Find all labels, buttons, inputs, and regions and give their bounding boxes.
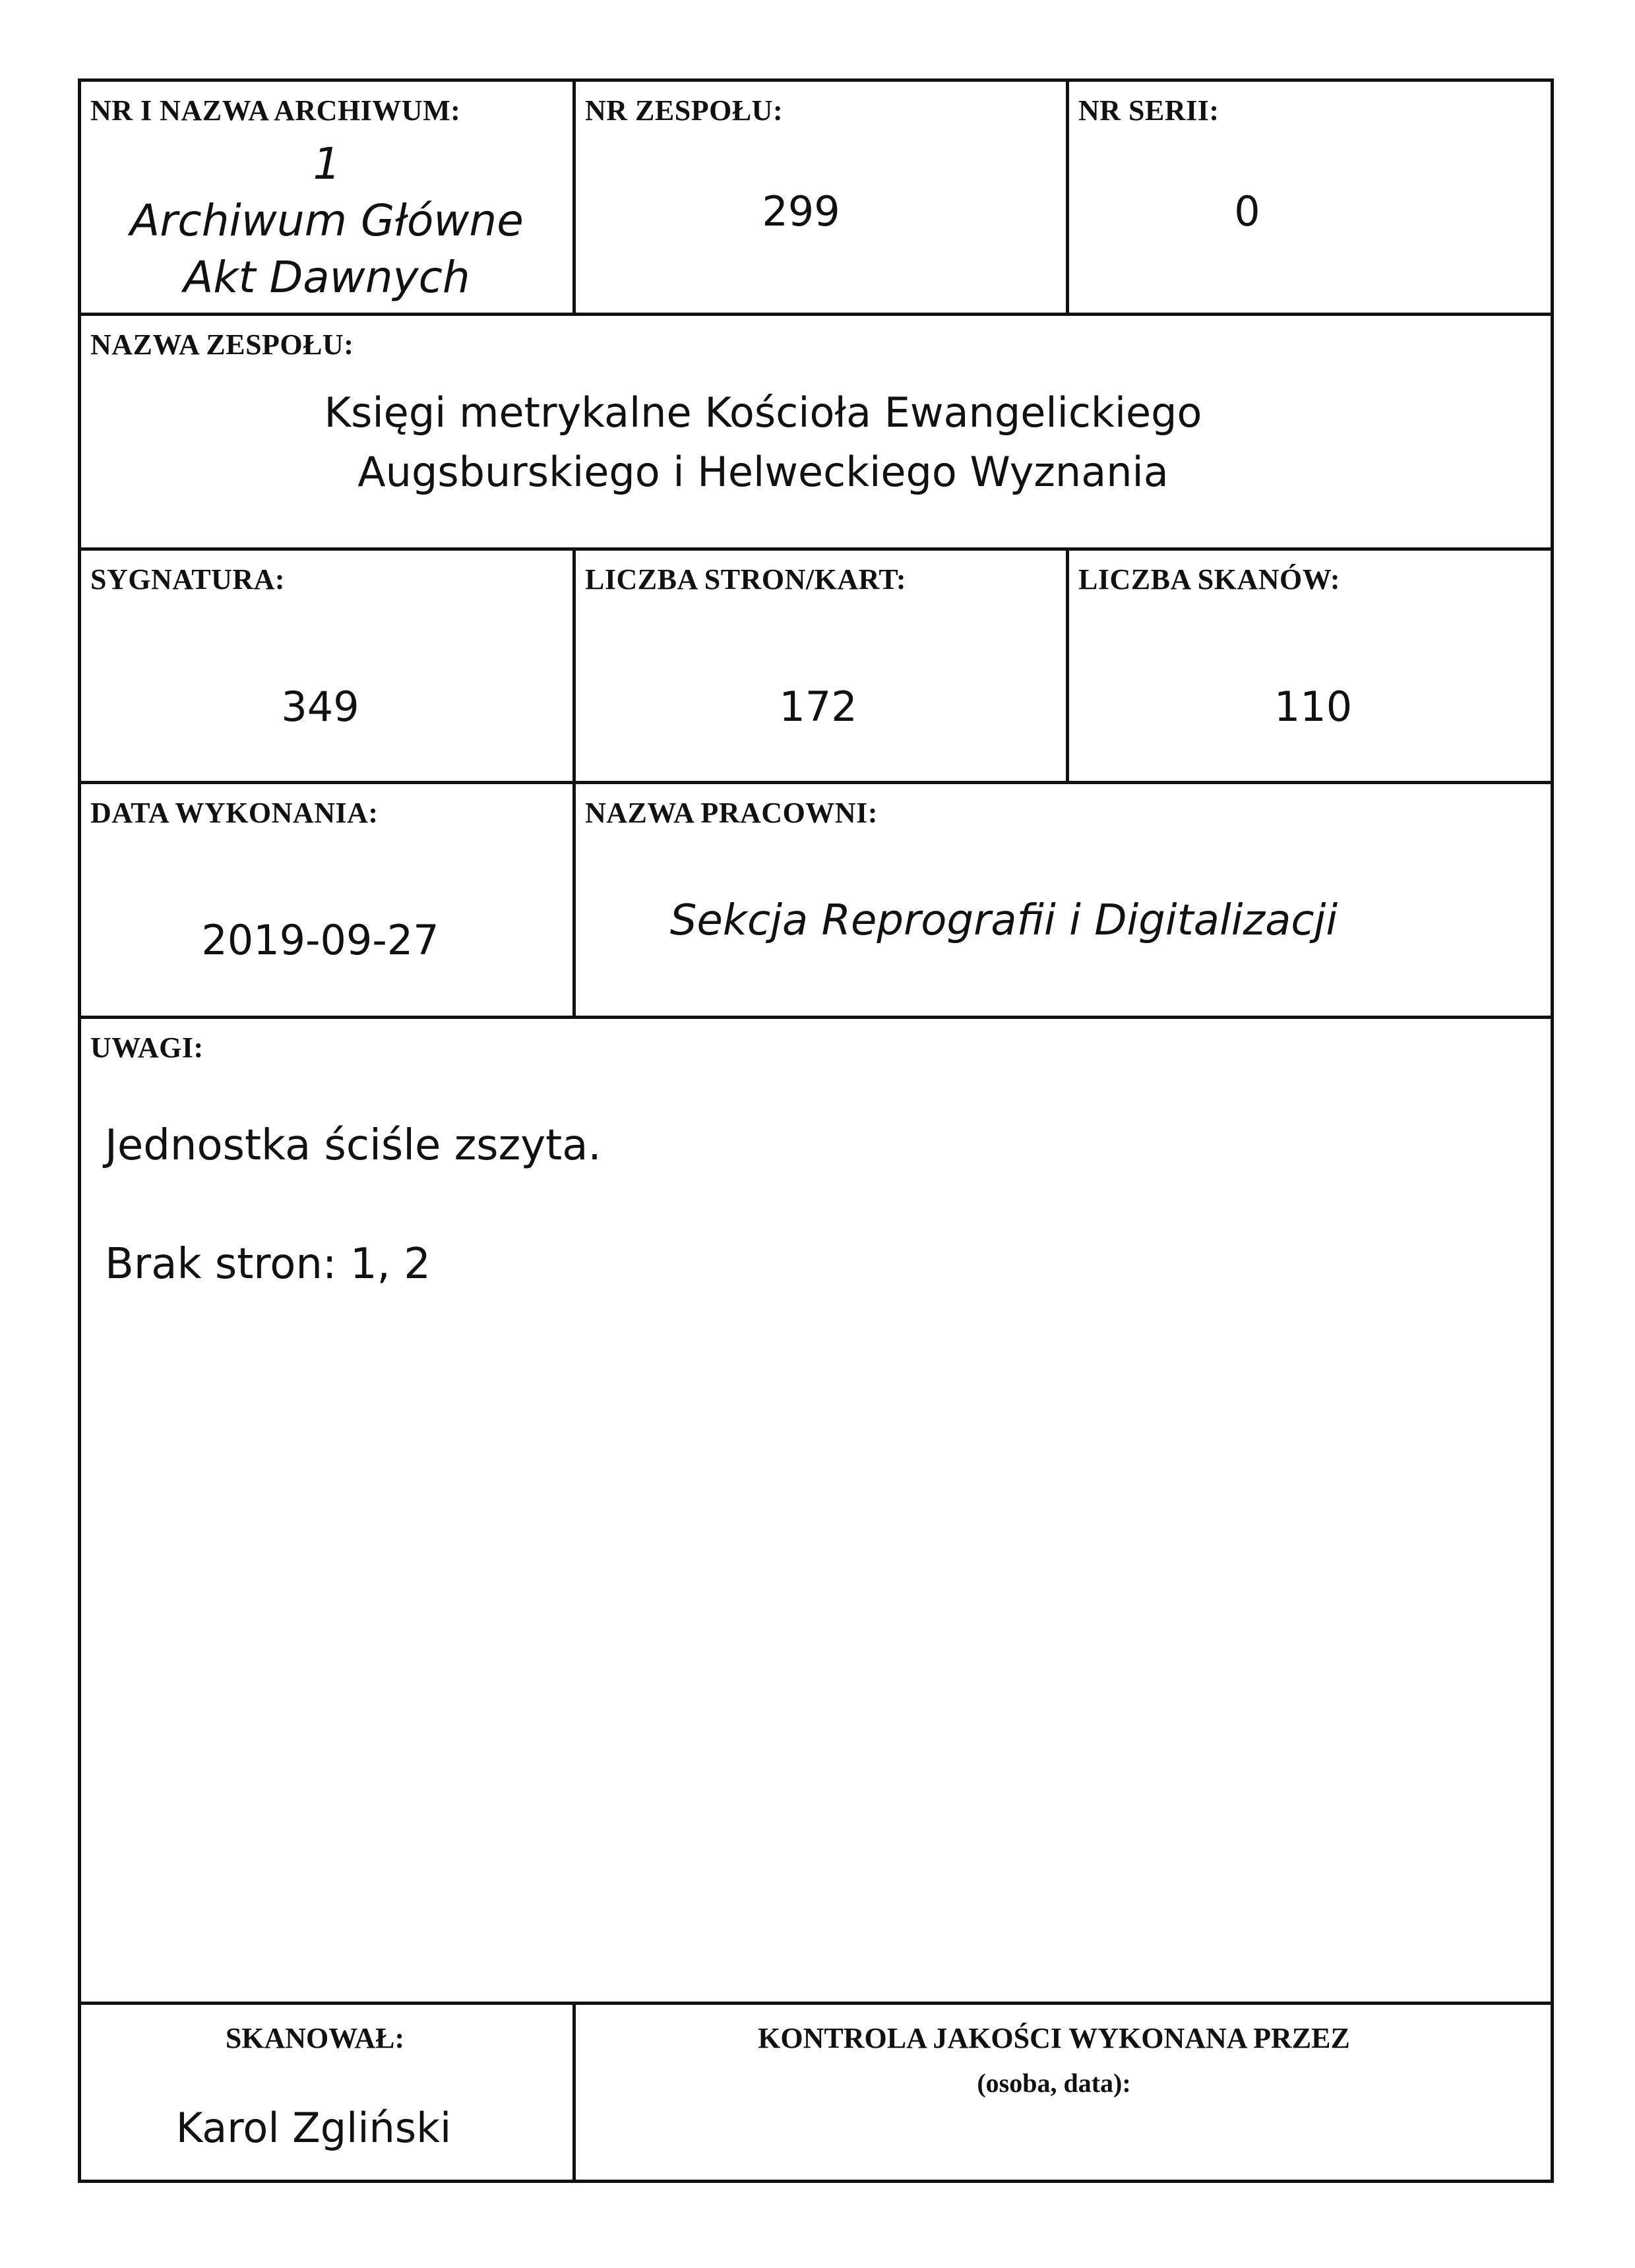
row-counts bbox=[81, 551, 1551, 784]
series-number-value: 0 bbox=[1234, 187, 1260, 235]
cell-quality-control bbox=[576, 2005, 1551, 2183]
date-value: 2019-09-27 bbox=[201, 916, 439, 964]
cell-fonds-name bbox=[81, 316, 1551, 547]
pages-label: LICZBA STRON/KART: bbox=[585, 563, 907, 596]
scanned-by-value: Karol Zgliński bbox=[175, 2104, 452, 2152]
scans-value: 110 bbox=[1274, 683, 1353, 731]
fonds-number-label: NR ZESPOŁU: bbox=[585, 94, 784, 127]
row-signoff bbox=[81, 2005, 1551, 2183]
cell-archive bbox=[81, 82, 576, 313]
remarks-line2: Brak stron: 1, 2 bbox=[105, 1240, 431, 1289]
fonds-name-line2: Augsburskiego i Helweckiego Wyznania bbox=[357, 448, 1169, 496]
quality-label-line1: KONTROLA JAKOŚCI WYKONANA PRZEZ bbox=[758, 2022, 1350, 2054]
cell-date bbox=[81, 784, 576, 1016]
cell-remarks bbox=[81, 1019, 1551, 2002]
quality-label-line2: (osoba, data): bbox=[977, 2068, 1131, 2098]
scanned-by-label: SKANOWAŁ: bbox=[225, 2022, 405, 2054]
pages-value: 172 bbox=[779, 683, 857, 731]
fonds-number-value: 299 bbox=[762, 187, 840, 235]
workshop-value: Sekcja Reprografii i Digitalizacji bbox=[669, 896, 1338, 945]
signature-value: 349 bbox=[281, 683, 359, 731]
series-number-label: NR SERII: bbox=[1078, 94, 1219, 127]
cell-series-number bbox=[1069, 82, 1551, 313]
signature-label: SYGNATURA: bbox=[90, 563, 286, 596]
cell-workshop bbox=[576, 784, 1551, 1016]
row-remarks bbox=[81, 1019, 1551, 2005]
cell-pages bbox=[576, 551, 1069, 781]
cell-signature bbox=[81, 551, 576, 781]
fonds-name-label: NAZWA ZESPOŁU: bbox=[90, 328, 354, 361]
archive-name-line2: Akt Dawnych bbox=[183, 252, 470, 303]
remarks-label: UWAGI: bbox=[90, 1031, 204, 1064]
remarks-line1: Jednostka ściśle zszyta. bbox=[105, 1121, 602, 1170]
scans-label: LICZBA SKANÓW: bbox=[1078, 563, 1340, 596]
date-label: DATA WYKONANIA: bbox=[90, 797, 379, 829]
archive-number: 1 bbox=[313, 138, 341, 189]
row-fonds-name bbox=[81, 316, 1551, 551]
fonds-name-line1: Księgi metrykalne Kościoła Ewangelickiego bbox=[324, 388, 1202, 437]
archive-label: NR I NAZWA ARCHIWUM: bbox=[90, 94, 461, 127]
workshop-label: NAZWA PRACOWNI: bbox=[585, 797, 878, 829]
row-date-workshop bbox=[81, 784, 1551, 1019]
cell-scans bbox=[1069, 551, 1551, 781]
cell-fonds-number bbox=[576, 82, 1069, 313]
archive-record-card bbox=[78, 78, 1554, 2183]
row-archive bbox=[81, 82, 1551, 316]
cell-scanned-by bbox=[81, 2005, 576, 2183]
archive-name-line1: Archiwum Główne bbox=[130, 195, 524, 246]
